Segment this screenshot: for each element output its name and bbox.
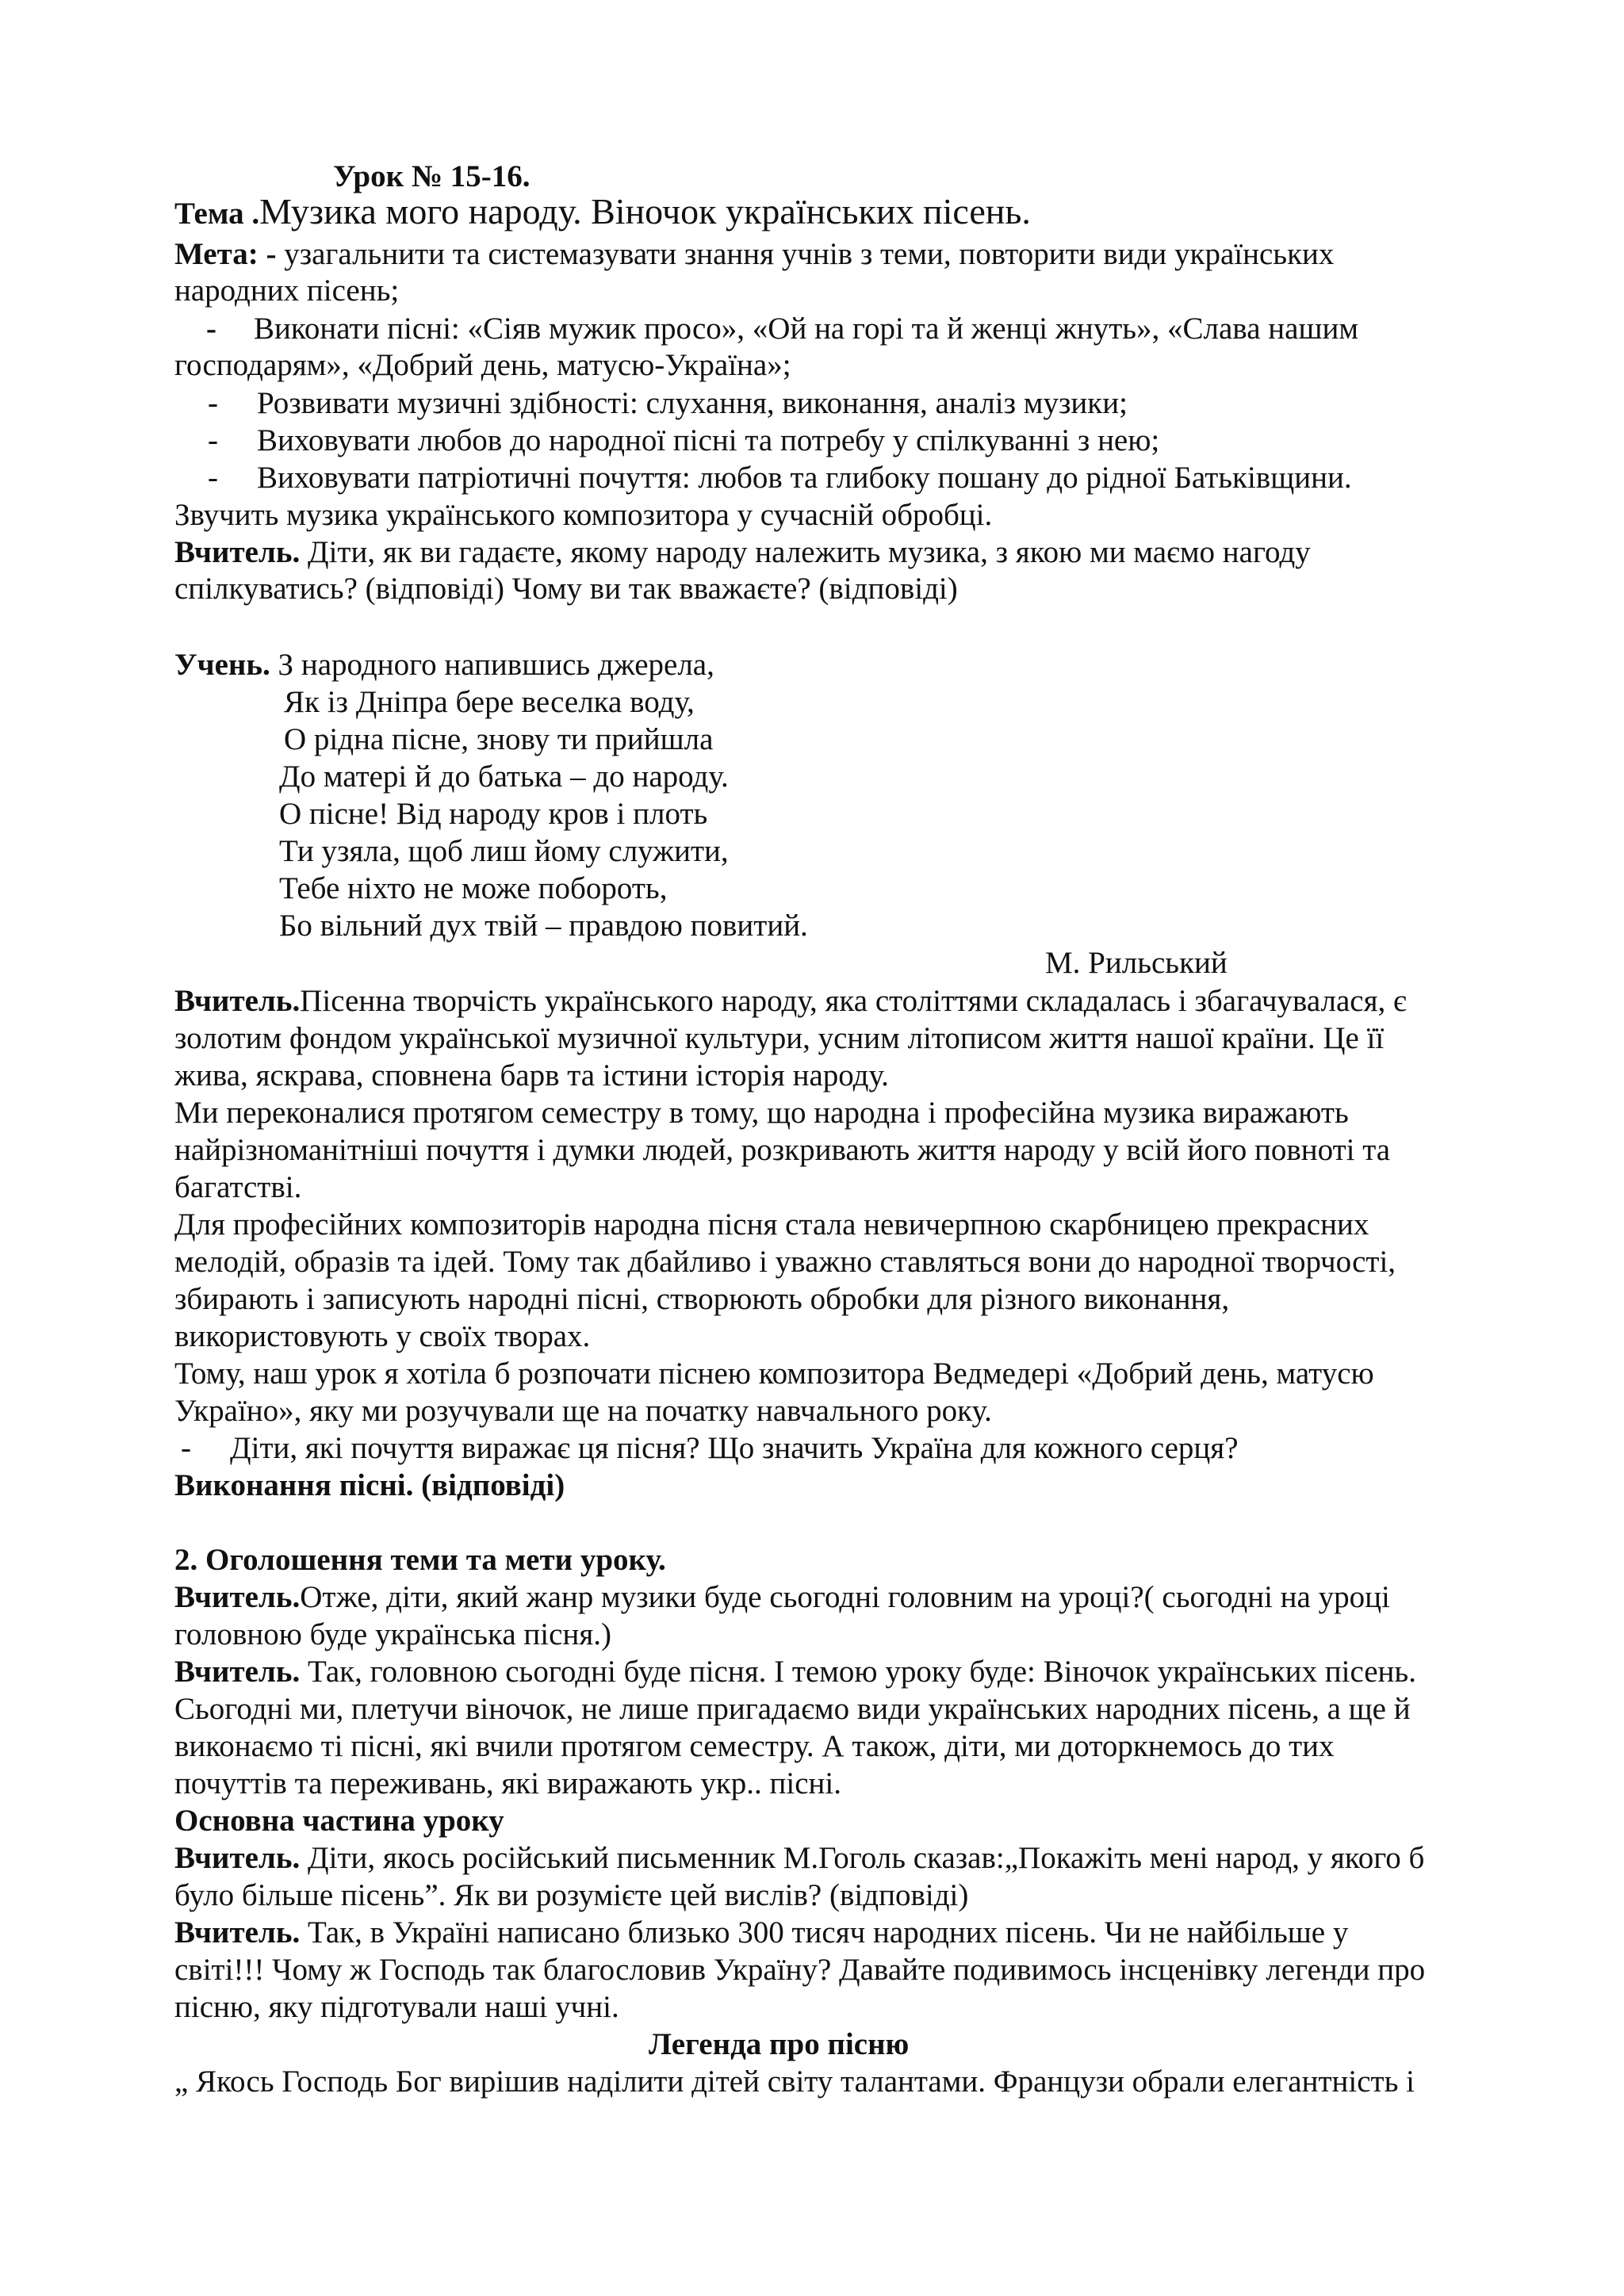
goal-item-text: Виховувати любов до народної пісні та потребу у спілкуванні з нею; <box>257 423 1160 457</box>
list-dash: - <box>208 461 218 495</box>
paragraph-line: збирають і записують народні пісні, створюють обробки для різного виконання, <box>174 1282 1230 1316</box>
teacher-line <box>174 1915 1348 1951</box>
teacher-text: Отже, діти, який жанр музики буде сьогодні головним на уроці?( сьогодні на уроці <box>300 1580 1390 1614</box>
section-heading: 2. Оголошення теми та мети уроку. <box>174 1543 666 1577</box>
paragraph-line: золотим фондом української музичної культури, усним літописом життя нашої країни. Це її <box>174 1021 1385 1055</box>
paragraph-line: головною буде українська пісня.) <box>174 1617 611 1651</box>
goal-item-1 <box>206 311 1358 347</box>
goal-item-2 <box>208 385 1128 422</box>
student-label: Учень. <box>174 648 270 682</box>
teacher-label: Вчитель. <box>174 535 301 569</box>
teacher-label: Вчитель. <box>174 984 301 1018</box>
teacher-label: Вчитель. <box>174 1841 301 1875</box>
teacher-label: Вчитель. <box>174 1655 301 1689</box>
teacher-line <box>174 1579 1390 1616</box>
teacher-line <box>174 1654 1416 1690</box>
list-dash: - <box>206 312 216 346</box>
teacher-text: Пісенна творчість українського народу, яка століттями складалась і збагачувалася, є <box>300 984 1407 1018</box>
topic-label: Тема . <box>174 197 260 231</box>
paragraph-line: світі!!! Чому ж Господь так благословив Україну? Давайте подивимось інсценівку легенди про <box>174 1953 1426 1987</box>
teacher-text: Діти, якось російський письменник М.Гоголь сказав:„Покажіть мені народ, у якого б <box>300 1841 1425 1875</box>
poem-line: Тебе ніхто не може побороть, <box>279 871 668 905</box>
paragraph-line: Сьогодні ми, плетучи віночок, не лише пригадаємо види українських народних пісень, а ще й <box>174 1692 1411 1726</box>
teacher-line <box>174 534 1311 571</box>
teacher-text: Так, в Україні написано близько 300 тисяч народних пісень. Чи не найбільше у <box>300 1915 1349 1950</box>
paragraph-line: жива, яскрава, сповнена барв та істини історія народу. <box>174 1058 889 1093</box>
goal-text: узагальнити та системазувати знання учнів з теми, повторити види українських <box>276 237 1335 271</box>
goal-item-1-cont: господарям», «Добрий день, матусю-Україна»; <box>174 348 791 382</box>
teacher-text: Так, головною сьогодні буде пісня. І темою уроку буде: Віночок українських пісень. <box>300 1655 1416 1689</box>
teacher-label: Вчитель. <box>174 1915 301 1950</box>
paragraph-line: було більше пісень”. Як ви розумієте цей вислів? (відповіді) <box>174 1878 969 1912</box>
paragraph-line: Для професійних композиторів народна пісня стала невичерпною скарбницею прекрасних <box>174 1207 1369 1242</box>
paragraph-line: почуттів та переживань, які виражають укр.. пісні. <box>174 1766 842 1800</box>
paragraph-line: Україно», яку ми розучували ще на початку навчального року. <box>174 1394 992 1428</box>
poem-line: До матері й до батька – до народу. <box>279 760 729 794</box>
list-dash: - <box>181 1431 191 1465</box>
poem-line: Бо вільний дух твій – правдою повитий. <box>279 909 808 943</box>
goal-item-text: Розвивати музичні здібності: слухання, виконання, аналіз музики; <box>257 386 1128 420</box>
teacher-label: Вчитель. <box>174 1580 301 1614</box>
teacher-line <box>174 1840 1424 1877</box>
main-part-heading: Основна частина уроку <box>174 1804 504 1838</box>
goal-item-text: Виховувати патріотичні почуття: любов та глибоку пошану до рідної Батьківщини. <box>257 461 1352 495</box>
poem-line: О рідна пісне, знову ти прийшла <box>284 722 714 756</box>
question-text: Діти, які почуття виражає ця пісня? Що значить Україна для кожного серця? <box>230 1431 1239 1465</box>
question-line <box>181 1430 1239 1467</box>
paragraph-line: Тому, наш урок я хотіла б розпочати піснею композитора Ведмедері «Добрий день, матусю <box>174 1357 1374 1391</box>
poem-author: М. Рильський <box>1045 946 1228 980</box>
legend-heading: Легенда про пісню <box>649 2027 910 2061</box>
paragraph-line: мелодій, образів та ідей. Тому так дбайливо і уважно ставляться вони до народної творчості, <box>174 1245 1396 1279</box>
music-note: Звучить музика українського композитора у сучасній обробці. <box>174 498 993 532</box>
teacher-line <box>174 983 1407 1020</box>
paragraph-line: багатстві. <box>174 1170 302 1204</box>
list-dash: - <box>208 386 218 420</box>
teacher-line-cont: спілкуватись? (відповіді) Чому ви так вважаєте? (відповіді) <box>174 572 958 606</box>
student-line <box>174 647 714 683</box>
list-dash: - <box>208 423 218 457</box>
poem-line: О пісне! Від народу кров і плоть <box>279 797 708 831</box>
goal-line <box>174 236 1334 273</box>
poem-line: Ти узяла, щоб лиш йому служити, <box>279 834 729 868</box>
goal-label: Мета: - <box>174 237 277 271</box>
goal-item-3 <box>208 423 1159 459</box>
topic-line <box>174 193 1031 232</box>
paragraph-line: „ Якось Господь Бог вирішив наділити дітей світу талантами. Французи обрали елегантність і <box>174 2064 1415 2099</box>
goal-item-4 <box>208 460 1352 496</box>
topic-text: Музика мого народу. Віночок українських пісень. <box>259 191 1031 232</box>
paragraph-line: пісню, яку підготували наші учні. <box>174 1990 619 2024</box>
paragraph-line: виконаємо ті пісні, які вчили протягом семестру. А також, діти, ми доторкнемось до тих <box>174 1729 1335 1763</box>
paragraph-line: Ми переконалися протягом семестру в тому, що народна і професійна музика виражають <box>174 1096 1349 1130</box>
performance-heading: Виконання пісні. (відповіді) <box>174 1468 565 1502</box>
paragraph-line: використовують у своїх творах. <box>174 1319 591 1353</box>
goal-item-text: Виконати пісні: «Сіяв мужик просо», «Ой на горі та й женці жнуть», «Слава нашим <box>254 312 1359 346</box>
goal-line-2: народних пісень; <box>174 274 400 308</box>
teacher-text: Діти, як ви гадаєте, якому народу належить музика, з якою ми маємо нагоду <box>300 535 1311 569</box>
paragraph-line: найрізноманітніші почуття і думки людей, розкривають життя народу у всій його повноті та <box>174 1133 1391 1167</box>
poem-line: З народного напившись джерела, <box>270 648 714 682</box>
lesson-number: Урок № 15-16. <box>333 159 530 193</box>
poem-line: Як із Дніпра бере веселка воду, <box>284 685 695 719</box>
